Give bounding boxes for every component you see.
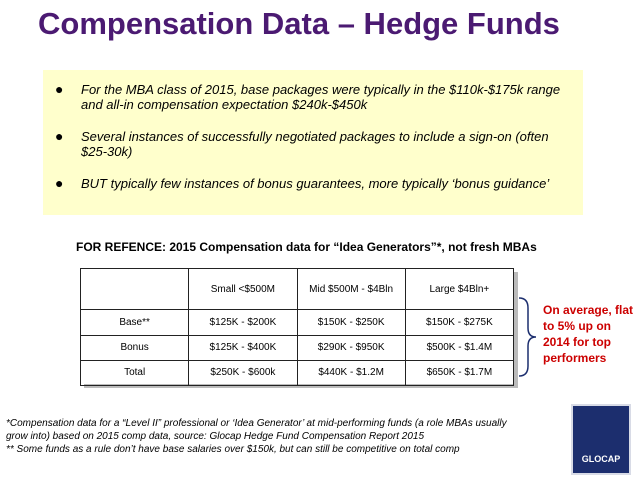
callout-note: On average, flat to 5% up on 2014 for top performers	[543, 303, 634, 365]
bullet-box	[43, 70, 583, 215]
bullet-text: Several instances of successfully negotiated packages to include a sign-on (often $25-30k)	[81, 129, 549, 159]
table-row-label: Bonus	[81, 335, 189, 360]
table-header-row	[81, 269, 514, 310]
table-cell: $500K - $1.4M	[405, 335, 513, 360]
table-cell: $290K - $950K	[297, 335, 405, 360]
logo-text: GLOCAP	[581, 454, 621, 464]
footnote-line: ** Some funds as a rule don’t have base salaries over $150k, but can still be competitive on total comp	[6, 444, 460, 455]
bullet-dot-icon: ●	[55, 81, 64, 97]
table-row-label: Total	[81, 360, 189, 385]
slide-title: Compensation Data – Hedge Funds	[38, 6, 560, 41]
table-header-cell: Large $4Bln+	[405, 269, 513, 310]
bullet-text: BUT typically few instances of bonus guarantees, more typically ‘bonus guidance’	[81, 176, 550, 191]
compensation-table	[80, 268, 514, 386]
bullet-item	[55, 129, 575, 159]
table-header-cell: Mid $500M - $4Bln	[297, 269, 405, 310]
table-row	[81, 335, 514, 360]
table-cell: $250K - $600k	[189, 360, 297, 385]
table-row	[81, 360, 514, 385]
bullet-text: For the MBA class of 2015, base packages were typically in the $110k-$175k range and all-in compensation expectation $240k-$450k	[81, 82, 561, 112]
table-cell: $650K - $1.7M	[405, 360, 513, 385]
bullet-dot-icon: ●	[55, 175, 64, 191]
bullet-item	[55, 176, 575, 191]
table-cell: $150K - $250K	[297, 310, 405, 335]
curly-brace-icon	[516, 296, 540, 378]
glocap-logo	[571, 404, 631, 475]
table-caption: FOR REFENCE: 2015 Compensation data for “Idea Generators”*, not fresh MBAs	[76, 240, 537, 254]
footnote-line: *Compensation data for a “Level II” professional or ‘Idea Generator’ at mid-performing funds (a role MBAs usually	[6, 418, 507, 429]
table-header-cell	[81, 269, 189, 310]
bullet-dot-icon: ●	[55, 128, 64, 144]
table-cell: $150K - $275K	[405, 310, 513, 335]
footnotes	[6, 417, 566, 456]
table-cell: $440K - $1.2M	[297, 360, 405, 385]
table-row	[81, 310, 514, 335]
table-cell: $125K - $400K	[189, 335, 297, 360]
table-row-label: Base**	[81, 310, 189, 335]
footnote-line: grow into) based on 2015 comp data, source: Glocap Hedge Fund Compensation Report 2015	[6, 431, 425, 442]
table-header-cell: Small <$500M	[189, 269, 297, 310]
table-cell: $125K - $200K	[189, 310, 297, 335]
bullet-item	[55, 82, 575, 112]
